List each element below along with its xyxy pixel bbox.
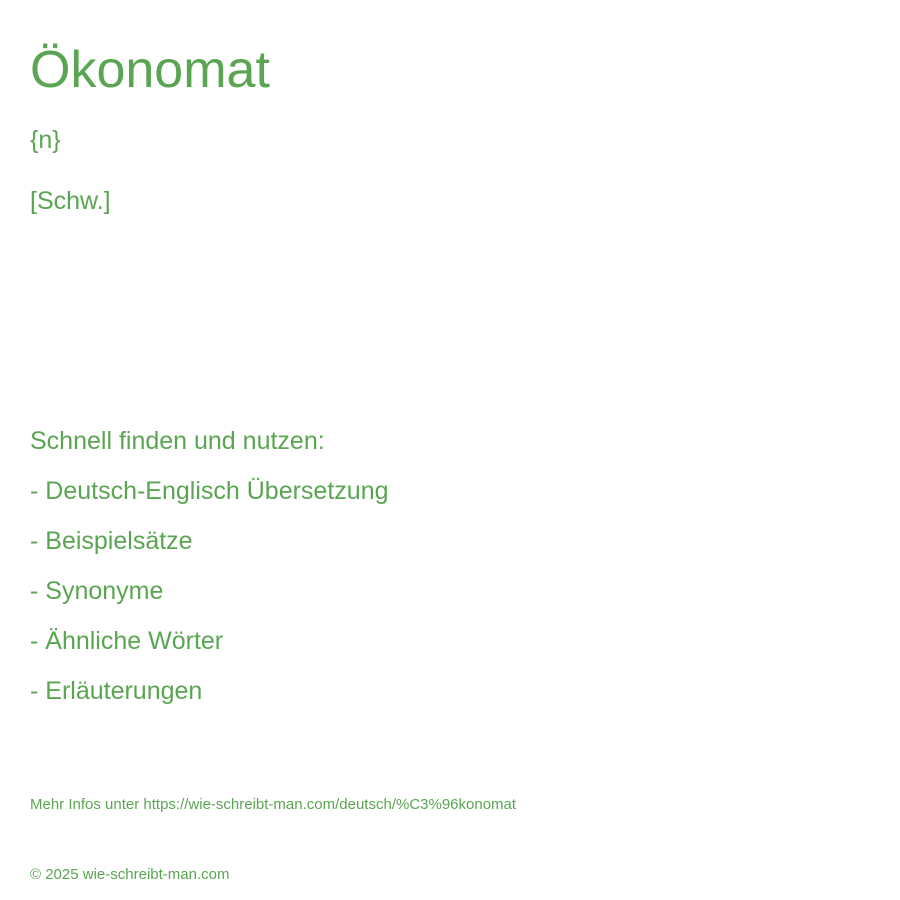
page-content — [30, 0, 870, 900]
feature-item-example-sentences: - Beispielsätze — [30, 527, 193, 555]
copyright-notice: © 2025 wie-schreibt-man.com — [30, 866, 230, 883]
usage-label: [Schw.] — [30, 187, 111, 215]
features-heading: Schnell finden und nutzen: — [30, 427, 325, 455]
feature-item-translation: - Deutsch-Englisch Übersetzung — [30, 477, 389, 505]
grammatical-gender: {n} — [30, 126, 61, 154]
entry-word-title: Ökonomat — [30, 41, 270, 99]
feature-item-explanations: - Erläuterungen — [30, 677, 203, 705]
feature-item-synonyms: - Synonyme — [30, 577, 164, 605]
more-info-text: Mehr Infos unter https://wie-schreibt-man.com/deutsch/%C3%96konomat — [30, 796, 517, 813]
features-list — [30, 476, 389, 726]
feature-item-similar-words: - Ähnliche Wörter — [30, 627, 224, 655]
